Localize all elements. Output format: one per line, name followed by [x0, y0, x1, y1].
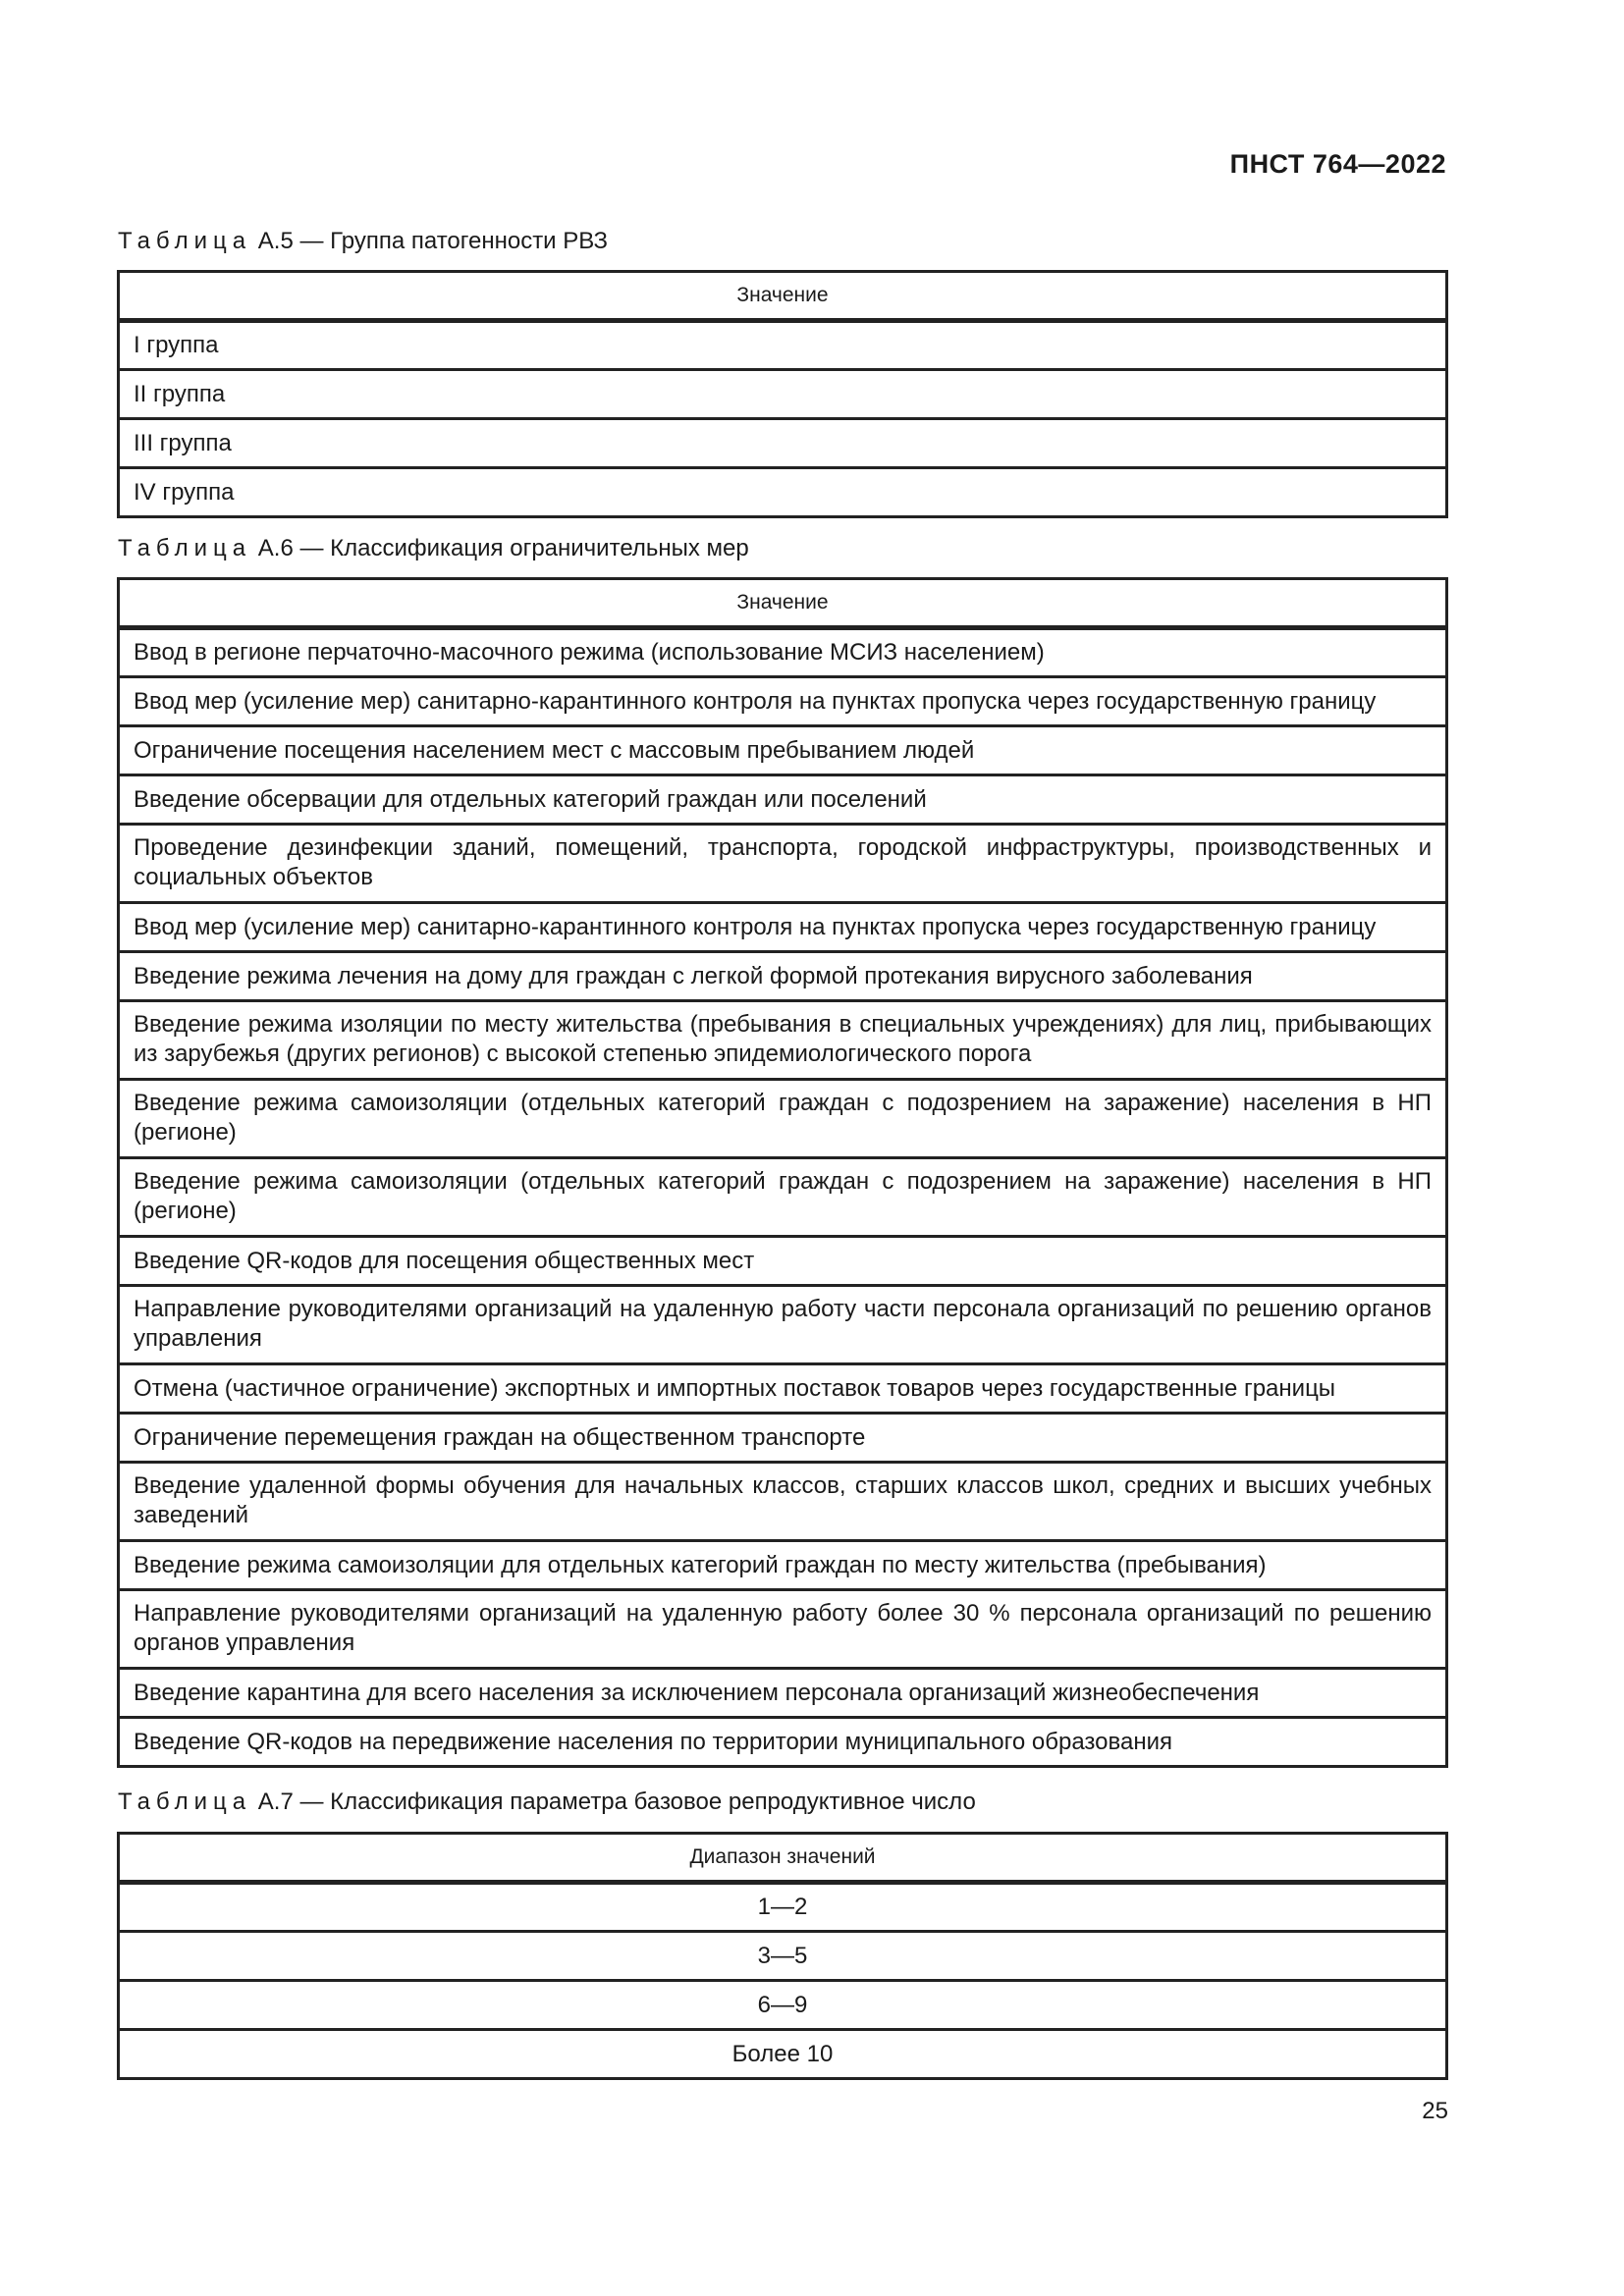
table-row	[119, 775, 1447, 825]
table-cell: Ввод мер (усиление мер) санитарно-карантинного контроля на пунктах пропуска через государственную границу	[119, 903, 1447, 952]
table-a6	[117, 577, 1448, 1768]
table-cell: Введение режима самоизоляции для отдельных категорий граждан по месту жительства (пребывания)	[119, 1541, 1447, 1590]
table-a6-caption	[118, 535, 749, 562]
table-cell: Направление руководителями организаций на удаленную работу более 30 % персонала организаций по решению органов управления	[119, 1590, 1447, 1669]
table-row	[119, 1364, 1447, 1414]
table-a6-header: Значение	[119, 579, 1447, 628]
table-a7-caption	[118, 1789, 976, 1816]
table-row	[119, 1981, 1447, 2030]
table-row	[119, 1001, 1447, 1080]
table-cell: Введение режима самоизоляции (отдельных категорий граждан с подозрением на заражение) населения в НП (регионе)	[119, 1158, 1447, 1237]
table-row	[119, 468, 1447, 517]
table-a7-header: Диапазон значений	[119, 1834, 1447, 1883]
table-row	[119, 1669, 1447, 1718]
table-cell: Введение обсервации для отдельных категорий граждан или поселений	[119, 775, 1447, 825]
table-row	[119, 2030, 1447, 2079]
table-row	[119, 1463, 1447, 1541]
table-cell: Проведение дезинфекции зданий, помещений, транспорта, городской инфраструктуры, производственных и социальных объектов	[119, 825, 1447, 903]
table-row	[119, 1590, 1447, 1669]
table-row	[119, 903, 1447, 952]
table-row	[119, 825, 1447, 903]
table-cell: II группа	[119, 370, 1447, 419]
page-number: 25	[1422, 2098, 1448, 2124]
table-cell: Ограничение перемещения граждан на общественном транспорте	[119, 1414, 1447, 1463]
table-a6-caption-word: Таблица	[118, 535, 252, 561]
table-cell: Введение QR-кодов для посещения общественных мест	[119, 1237, 1447, 1286]
table-a7-caption-text: А.7 — Классификация параметра базовое репродуктивное число	[257, 1789, 976, 1815]
table-cell: I группа	[119, 321, 1447, 370]
table-a5-caption-text: А.5 — Группа патогенности РВЗ	[257, 228, 608, 254]
table-cell: Введение режима лечения на дому для граждан с легкой формой протекания вирусного заболевания	[119, 952, 1447, 1001]
table-a7	[117, 1832, 1448, 2080]
table-cell: Отмена (частичное ограничение) экспортных и импортных поставок товаров через государственные границы	[119, 1364, 1447, 1414]
table-cell: 6—9	[119, 1981, 1447, 2030]
table-cell: Более 10	[119, 2030, 1447, 2079]
table-cell: Ввод в регионе перчаточно-масочного режима (использование МСИЗ населением)	[119, 628, 1447, 677]
table-row	[119, 419, 1447, 468]
table-cell: Введение QR-кодов на передвижение населения по территории муниципального образования	[119, 1718, 1447, 1767]
table-cell: Направление руководителями организаций на удаленную работу части персонала организаций по решению органов управления	[119, 1286, 1447, 1364]
table-cell: IV группа	[119, 468, 1447, 517]
table-cell: Введение удаленной формы обучения для начальных классов, старших классов школ, средних и высших учебных заведений	[119, 1463, 1447, 1541]
table-cell: Введение режима самоизоляции (отдельных категорий граждан с подозрением на заражение) населения в НП (регионе)	[119, 1080, 1447, 1158]
table-a5-header: Значение	[119, 272, 1447, 321]
table-a5	[117, 270, 1448, 518]
table-cell: Введение карантина для всего населения за исключением персонала организаций жизнеобеспечения	[119, 1669, 1447, 1718]
table-cell: III группа	[119, 419, 1447, 468]
table-row	[119, 1414, 1447, 1463]
table-row	[119, 321, 1447, 370]
table-row	[119, 1541, 1447, 1590]
table-a6-caption-text: А.6 — Классификация ограничительных мер	[257, 535, 749, 561]
table-row	[119, 677, 1447, 726]
table-cell: 1—2	[119, 1883, 1447, 1932]
table-row	[119, 1237, 1447, 1286]
table-cell: Ограничение посещения населением мест с массовым пребыванием людей	[119, 726, 1447, 775]
table-a5-caption	[118, 228, 608, 255]
table-row	[119, 1080, 1447, 1158]
table-row	[119, 1932, 1447, 1981]
table-row	[119, 1883, 1447, 1932]
table-row	[119, 1286, 1447, 1364]
table-row	[119, 726, 1447, 775]
table-row	[119, 1158, 1447, 1237]
table-cell: 3—5	[119, 1932, 1447, 1981]
table-row	[119, 628, 1447, 677]
table-row	[119, 1718, 1447, 1767]
table-cell: Ввод мер (усиление мер) санитарно-карантинного контроля на пунктах пропуска через государственную границу	[119, 677, 1447, 726]
table-row	[119, 370, 1447, 419]
table-row	[119, 952, 1447, 1001]
table-cell: Введение режима изоляции по месту жительства (пребывания в специальных учреждениях) для лиц, прибывающих из зарубежья (других регионов) с высокой степенью эпидемиологического порога	[119, 1001, 1447, 1080]
table-a7-caption-word: Таблица	[118, 1789, 252, 1815]
document-id: ПНСТ 764—2022	[1229, 149, 1446, 179]
table-a5-caption-word: Таблица	[118, 228, 252, 254]
